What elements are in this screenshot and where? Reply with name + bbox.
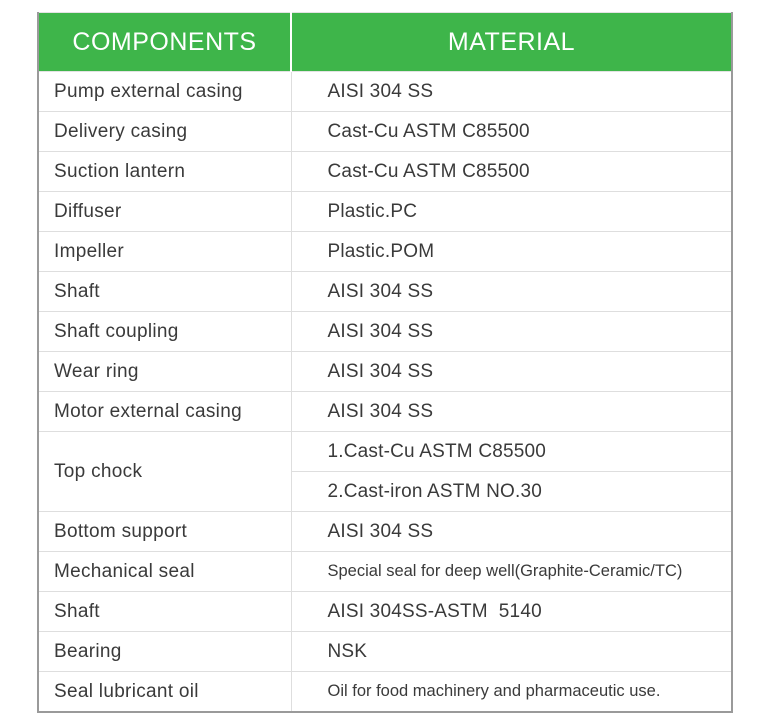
- component-cell: Shaft: [38, 272, 291, 312]
- material-cell: Cast-Cu ASTM C85500: [291, 112, 732, 152]
- component-cell: Seal lubricant oil: [38, 672, 291, 713]
- material-cell: AISI 304 SS: [291, 512, 732, 552]
- material-cell: 2.Cast-iron ASTM NO.30: [291, 472, 732, 512]
- materials-table-container: [37, 12, 731, 713]
- table-row: [38, 112, 732, 152]
- components-materials-table: [37, 12, 733, 713]
- table-row: [38, 72, 732, 112]
- table-header: [38, 13, 732, 72]
- table-row: [38, 312, 732, 352]
- table-row: [38, 672, 732, 713]
- table-body: [38, 72, 732, 713]
- header-material: MATERIAL: [291, 13, 732, 72]
- table-row: [38, 352, 732, 392]
- component-cell: Suction lantern: [38, 152, 291, 192]
- material-cell: Plastic.POM: [291, 232, 732, 272]
- component-cell: Pump external casing: [38, 72, 291, 112]
- component-cell: Delivery casing: [38, 112, 291, 152]
- table-row: [38, 272, 732, 312]
- material-cell: AISI 304 SS: [291, 392, 732, 432]
- material-cell: Oil for food machinery and pharmaceutic use.: [291, 672, 732, 713]
- material-cell: AISI 304 SS: [291, 72, 732, 112]
- component-cell: Diffuser: [38, 192, 291, 232]
- table-row: [38, 512, 732, 552]
- table-row: [38, 192, 732, 232]
- material-cell: AISI 304SS-ASTM 5140: [291, 592, 732, 632]
- table-row: [38, 432, 732, 472]
- component-cell: Impeller: [38, 232, 291, 272]
- table-row: [38, 392, 732, 432]
- material-cell: AISI 304 SS: [291, 312, 732, 352]
- component-cell: Shaft coupling: [38, 312, 291, 352]
- table-row: [38, 592, 732, 632]
- header-components: COMPONENTS: [38, 13, 291, 72]
- material-cell: AISI 304 SS: [291, 272, 732, 312]
- material-cell: NSK: [291, 632, 732, 672]
- material-cell: Special seal for deep well(Graphite-Ceramic/TC): [291, 552, 732, 592]
- component-cell: Bearing: [38, 632, 291, 672]
- component-cell: Top chock: [38, 432, 291, 512]
- header-row: [38, 13, 732, 72]
- material-cell: AISI 304 SS: [291, 352, 732, 392]
- component-cell: Shaft: [38, 592, 291, 632]
- material-cell: Plastic.PC: [291, 192, 732, 232]
- table-row: [38, 632, 732, 672]
- component-cell: Mechanical seal: [38, 552, 291, 592]
- table-row: [38, 152, 732, 192]
- component-cell: Motor external casing: [38, 392, 291, 432]
- table-row: [38, 232, 732, 272]
- component-cell: Bottom support: [38, 512, 291, 552]
- material-cell: 1.Cast-Cu ASTM C85500: [291, 432, 732, 472]
- table-row: [38, 552, 732, 592]
- component-cell: Wear ring: [38, 352, 291, 392]
- material-cell: Cast-Cu ASTM C85500: [291, 152, 732, 192]
